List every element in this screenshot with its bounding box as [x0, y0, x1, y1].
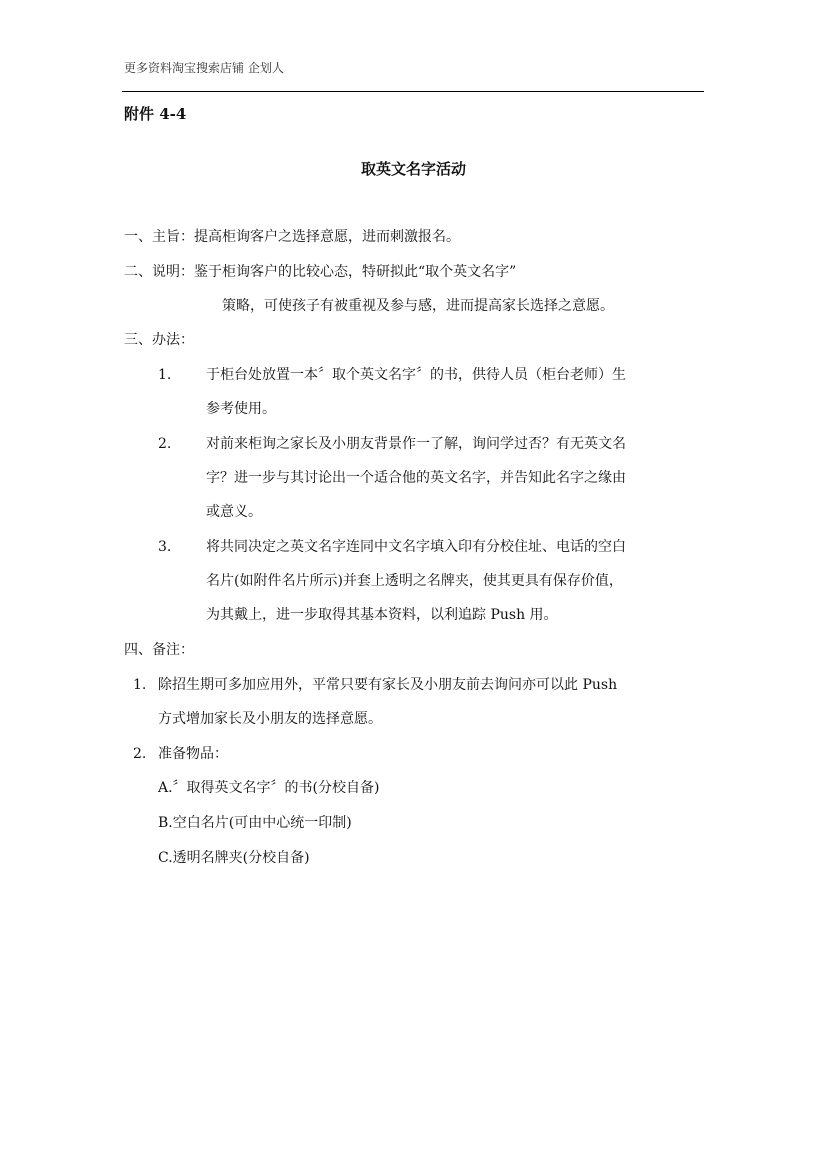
section-explanation: 二、说明：鉴于柜询客户的比较心态，特研拟此“取个英文名字” — [124, 264, 517, 280]
method-number: 2. — [158, 436, 172, 452]
note-line: 除招生期可多加应用外，平常只要有家长及小朋友前去询问亦可以此 Push — [158, 677, 618, 693]
method-number: 3. — [158, 539, 172, 555]
note-number: 2. — [133, 746, 147, 762]
supply-item: B.空白名片(可由中心统一印制) — [158, 815, 352, 831]
note-number: 1. — [133, 677, 147, 693]
method-line: 参考使用。 — [206, 401, 276, 417]
section-notes-heading: 四、备注： — [124, 642, 194, 658]
method-line: 于柜台处放置一本〞取个英文名字〞的书，供待人员（柜台老师）生 — [206, 367, 626, 383]
document-title: 取英文名字活动 — [360, 160, 466, 178]
method-line: 将共同决定之英文名字连同中文名字填入印有分校住址、电话的空白 — [206, 539, 626, 555]
method-line: 字？进一步与其讨论出一个适合他的英文名字，并告知此名字之缘由 — [206, 470, 626, 486]
section-method-heading: 三、办法： — [124, 332, 194, 348]
method-line: 名片(如附件名片所示)并套上透明之名牌夹，使其更具有保存价值， — [206, 573, 623, 589]
method-line: 对前来柜询之家长及小朋友背景作一了解，询问学过否？有无英文名 — [206, 436, 626, 452]
note-line: 方式增加家长及小朋友的选择意愿。 — [158, 711, 382, 727]
method-number: 1. — [158, 367, 172, 383]
attachment-label: 附件 4-4 — [124, 105, 187, 123]
header-rule — [122, 91, 704, 92]
section-explanation-cont: 策略，可使孩子有被重视及参与感，进而提高家长选择之意愿。 — [222, 298, 614, 314]
method-line: 或意义。 — [206, 504, 262, 520]
supply-item: C.透明名牌夹(分校自备) — [158, 850, 310, 866]
section-purpose: 一、主旨：提高柜询客户之选择意愿，进而刺激报名。 — [124, 229, 460, 245]
method-line: 为其戴上，进一步取得其基本资料，以利追踪 Push 用。 — [206, 607, 558, 623]
page-header: 更多资料淘宝搜索店铺 企划人 — [124, 61, 284, 75]
supply-item: A.〞取得英文名字〞的书(分校自备) — [158, 780, 380, 796]
note-line: 准备物品： — [158, 746, 228, 762]
